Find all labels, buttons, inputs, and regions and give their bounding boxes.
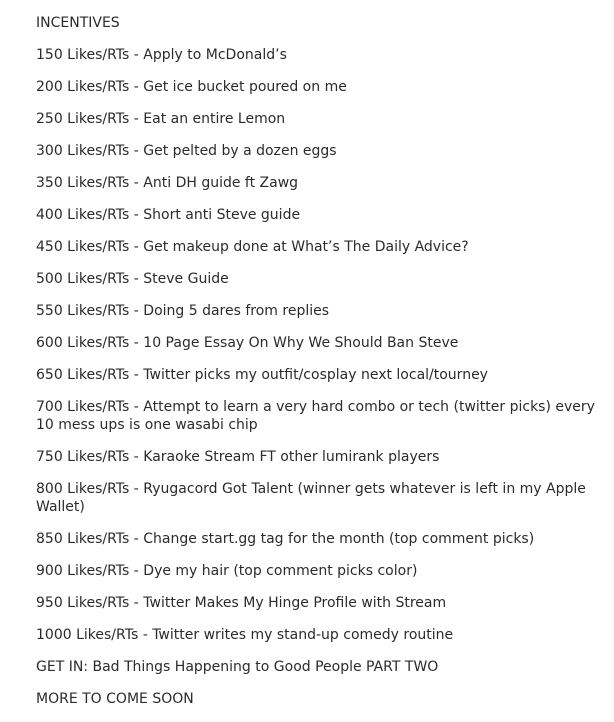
incentives-document (36, 14, 600, 722)
more-to-come-line: MORE TO COME SOON (36, 691, 194, 707)
incentive-item: 250 Likes/RTs - Eat an entire Lemon (36, 111, 286, 127)
incentive-item: 300 Likes/RTs - Get pelted by a dozen eggs (36, 143, 337, 159)
incentive-item: 850 Likes/RTs - Change start.gg tag for the month (top comment picks) (36, 531, 535, 547)
incentive-item: 600 Likes/RTs - 10 Page Essay On Why We Should Ban Steve (36, 335, 459, 351)
incentive-item: 950 Likes/RTs - Twitter Makes My Hinge Profile with Stream (36, 595, 447, 611)
incentive-item: 200 Likes/RTs - Get ice bucket poured on me (36, 79, 347, 95)
incentive-item: 150 Likes/RTs - Apply to McDonald’s (36, 47, 287, 63)
incentive-item: 900 Likes/RTs - Dye my hair (top comment picks color) (36, 563, 418, 579)
incentive-item: 400 Likes/RTs - Short anti Steve guide (36, 207, 301, 223)
incentive-item: 500 Likes/RTs - Steve Guide (36, 271, 229, 287)
incentive-item: 800 Likes/RTs - Ryugacord Got Talent (winner gets whatever is left in my Apple Wallet) (36, 481, 591, 515)
incentive-item: 350 Likes/RTs - Anti DH guide ft Zawg (36, 175, 299, 191)
incentive-item: 700 Likes/RTs - Attempt to learn a very hard combo or tech (twitter picks) every 10 mess ups is one wasabi chip (36, 399, 600, 433)
incentive-item: 1000 Likes/RTs - Twitter writes my stand-up comedy routine (36, 627, 454, 643)
incentive-item: 550 Likes/RTs - Doing 5 dares from replies (36, 303, 330, 319)
incentive-item: 750 Likes/RTs - Karaoke Stream FT other lumirank players (36, 449, 440, 465)
incentive-item: 650 Likes/RTs - Twitter picks my outfit/cosplay next local/tourney (36, 367, 488, 383)
get-in-line: GET IN: Bad Things Happening to Good People PART TWO (36, 659, 439, 675)
incentive-item: 450 Likes/RTs - Get makeup done at What’s The Daily Advice? (36, 239, 469, 255)
incentives-heading: INCENTIVES (36, 15, 120, 31)
